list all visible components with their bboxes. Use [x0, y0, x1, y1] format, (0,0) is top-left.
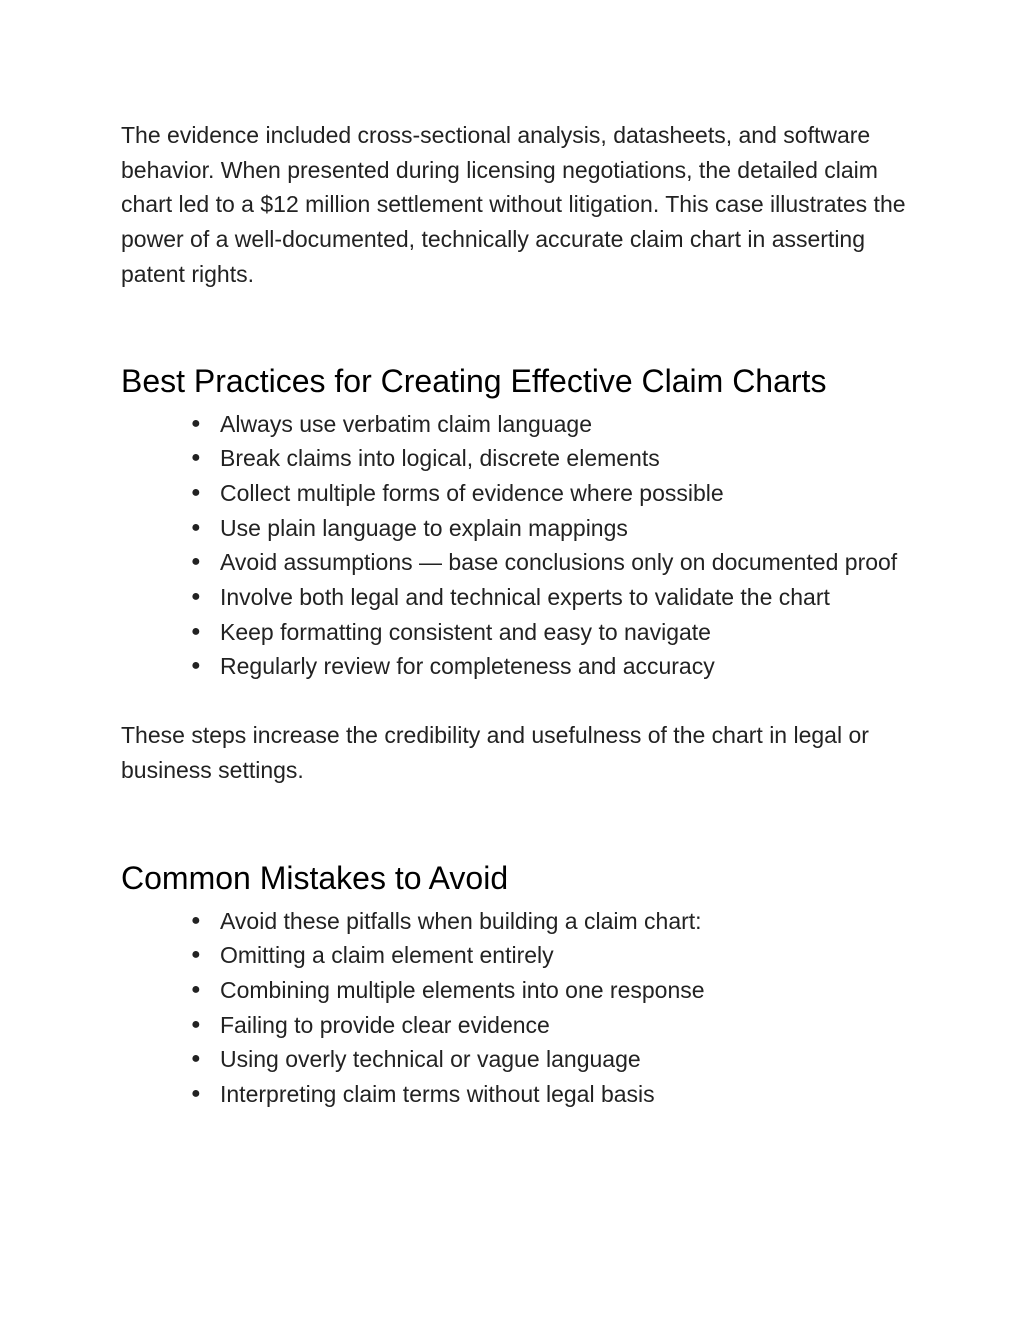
bullet-icon: ●	[191, 483, 201, 501]
list-item: ● Break claims into logical, discrete elements	[220, 441, 911, 476]
bullet-icon: ●	[191, 518, 201, 536]
bullet-icon: ●	[191, 449, 201, 467]
bullet-icon: ●	[191, 980, 201, 998]
bullet-icon: ●	[191, 553, 201, 571]
list-item: ● Interpreting claim terms without legal basis	[220, 1077, 911, 1112]
list-item: ● Using overly technical or vague language	[220, 1042, 911, 1077]
list-item: ● Use plain language to explain mappings	[220, 511, 911, 546]
document-page	[121, 118, 911, 1112]
list-item: ● Collect multiple forms of evidence where possible	[220, 476, 911, 511]
common-mistakes-heading: Common Mistakes to Avoid	[121, 859, 509, 896]
common-mistakes-list	[121, 904, 911, 1112]
list-item: ● Involve both legal and technical experts to validate the chart	[220, 580, 911, 615]
list-item: ● Combining multiple elements into one response	[220, 973, 911, 1008]
bullet-icon: ●	[191, 946, 201, 964]
bullet-icon: ●	[191, 622, 201, 640]
list-item: ● Failing to provide clear evidence	[220, 1008, 911, 1043]
intro-paragraph: The evidence included cross-sectional analysis, datasheets, and software behavior. When presented during licensing negotiations, the detailed claim chart led to a $12 million settlement without litigation. This case illustrates the power of a well-documented, technically accurate claim chart in asserting patent rights.	[121, 122, 906, 287]
bullet-icon: ●	[191, 911, 201, 929]
bullet-icon: ●	[191, 588, 201, 606]
bullet-icon: ●	[191, 1050, 201, 1068]
bullet-icon: ●	[191, 1015, 201, 1033]
bullet-icon: ●	[191, 1085, 201, 1103]
list-item: ● Keep formatting consistent and easy to navigate	[220, 615, 911, 650]
bullet-icon: ●	[191, 657, 201, 675]
list-item: ● Omitting a claim element entirely	[220, 938, 911, 973]
list-item: ● Avoid assumptions — base conclusions only on documented proof	[220, 545, 911, 580]
best-practices-list	[121, 407, 911, 685]
list-item: ● Regularly review for completeness and accuracy	[220, 649, 911, 684]
best-practices-heading: Best Practices for Creating Effective Claim Charts	[121, 362, 827, 399]
bullet-icon: ●	[191, 414, 201, 432]
best-practices-closing-paragraph: These steps increase the credibility and usefulness of the chart in legal or business settings.	[121, 722, 869, 783]
list-item: ● Avoid these pitfalls when building a claim chart:	[220, 904, 911, 939]
list-item: ● Always use verbatim claim language	[220, 407, 911, 442]
